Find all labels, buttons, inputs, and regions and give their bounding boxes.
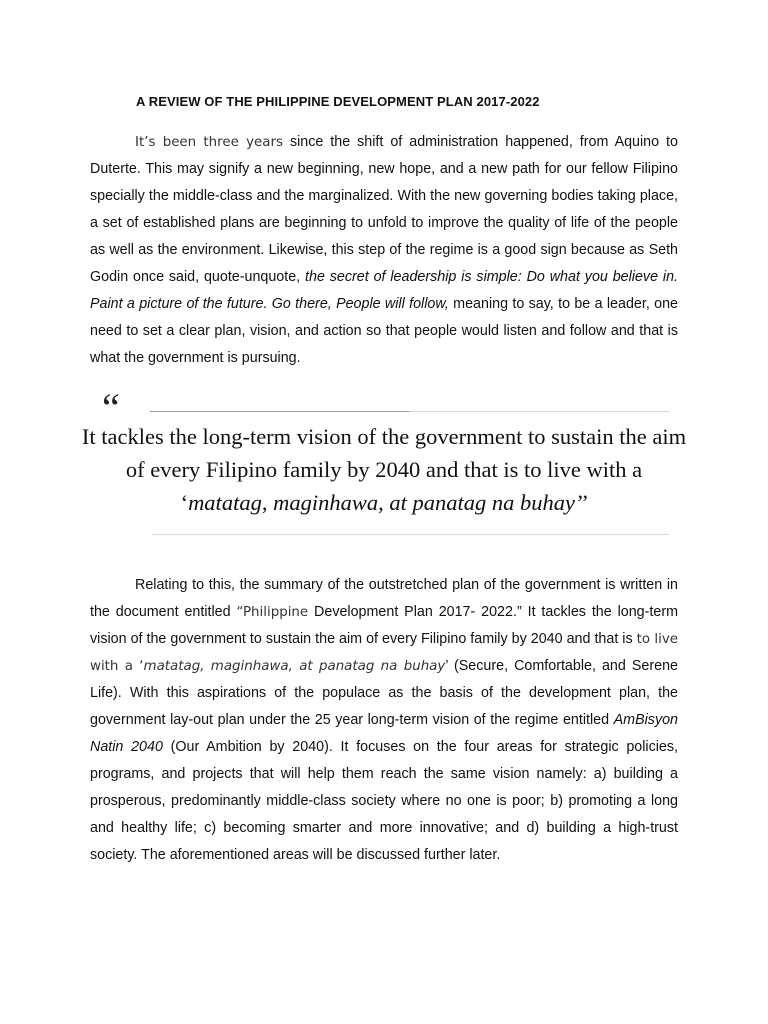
paragraph-text: ’ (Secure, Comfortable, and Serene Life). With this aspirations of the populace as the basis of the development plan, the government lay-out plan under the 25 year long-term vision of the regime entitled (90, 658, 678, 728)
paragraph-lead: It’s been three years (135, 135, 283, 150)
paragraph-text: to live with a ‘ (90, 632, 679, 674)
paragraph-text: (Our Ambition by 2040). It focuses on the four areas for strategic policies, programs, and projects that will help them reach the same vision namely: a) building a prosperous, predominantly middle-class society where no one is poor; b) promoting a long and healthy life; c) becoming smarter and more innovative; and d) building a high-trust society. The aforementioned areas will be discussed further later. (90, 739, 679, 863)
paragraph-text: .” It tackles the long-term vision of the government to sustain the aim of every Filipino family by 2040 and that is (90, 604, 678, 647)
paragraph-text: since the shift of administration happened, from Aquino to Duterte. This may signify a new beginning, new hope, and a new path for our fellow Filipino specially the middle-class and the marginalized. With the new governing bodies taking place, a set of established plans are beginning to unfold to improve the quality of life of the people as well as the environment. Likewise, this step of the regime is a good sign because as Seth Godin once said, quote-unquote, (90, 134, 678, 285)
filipino-phrase: matatag, maginhawa, at panatag na buhay (143, 659, 446, 674)
paragraph-text: Relating to this, the summary of the outstretched plan of the government is written in the document entitled (90, 577, 678, 620)
godin-quote: the secret of leadership is simple: Do what you believe in. Paint a picture of the future. Go there, People will follow, (90, 269, 678, 312)
document-title: A REVIEW OF THE PHILIPPINE DEVELOPMENT PLAN 2017-2022 (136, 94, 540, 109)
paragraph-text: Development Plan 2017- 2022 (308, 604, 513, 620)
pullquote-italic: matatag, maginhawa, at panatag na buhay’’ (188, 490, 588, 515)
body-paragraph (90, 572, 678, 869)
pullquote-text: It tackles the long-term vision of the government to sustain the aim of every Filipino family by 2040 and that is to live with a ‘ (81, 424, 687, 515)
paragraph-text: meaning to say, to be a leader, one need to set a clear plan, vision, and action so that people would listen and follow and that is what the government is pursuing. (90, 296, 678, 366)
pullquote-top-divider (150, 411, 669, 412)
ambisyon-title: AmBisyon Natin 2040 (90, 712, 678, 755)
quote-mark-icon: “ (102, 385, 120, 430)
intro-paragraph (90, 129, 678, 372)
pullquote (80, 420, 688, 519)
pullquote-bottom-divider (152, 534, 669, 535)
document-title-ref: “Philippine (236, 605, 309, 620)
